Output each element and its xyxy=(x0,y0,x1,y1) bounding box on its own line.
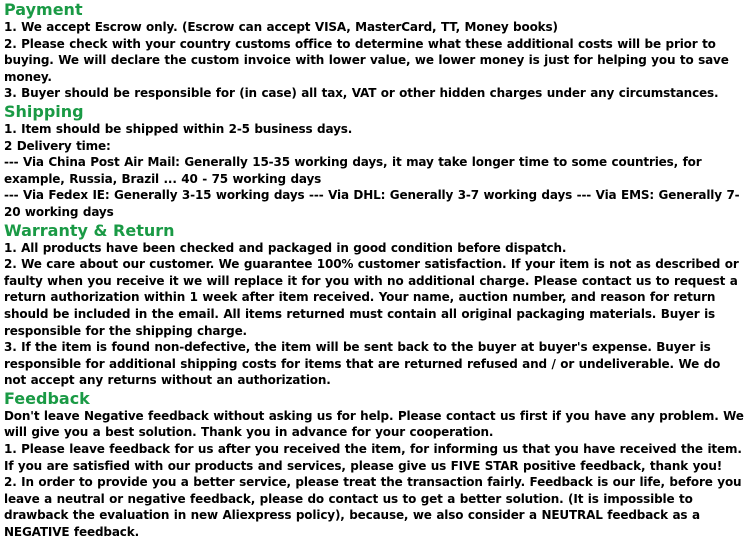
feedback-line-1: Don't leave Negative feedback without asking us for help. Please contact us first if you have any problem. We will give you a best solution. Thank you in advance for your cooperation. xyxy=(4,408,744,440)
feedback-section xyxy=(4,389,744,541)
shipping-line-3: --- Via China Post Air Mail: Generally 15-35 working days, it may take longer time to some countries, for example, Russia, Brazil ... 40 - 75 working days xyxy=(4,155,702,186)
feedback-line-3: 2. In order to provide you a better service, please treat the transaction fairly. Feedback is our life, before you leave a neutral or negative feedback, please do contact us to get a better solution. (It is impossible to drawback the evaluation in new Aliexpress policy), because, we also consider a NEUTRAL feedback as a NEGATIVE feedback. xyxy=(4,475,742,540)
warranty-line-1: 1. All products have been checked and packaged in good condition before dispatch. xyxy=(4,240,567,255)
payment-line-3: 3. Buyer should be responsible for (in case) all tax, VAT or other hidden charges under any circumstances. xyxy=(4,86,719,101)
shipping-line-2: 2 Delivery time: xyxy=(4,138,111,153)
warranty-return-section xyxy=(4,221,744,389)
section-title-feedback: Feedback xyxy=(4,388,90,408)
payment-line-2: 2. Please check with your country customs office to determine what these additional costs will be prior to buying. We will declare the custom invoice with lower value, we lower money is just for helping you to save money. xyxy=(4,36,729,84)
warranty-line-2: 2. We care about our customer. We guarantee 100% customer satisfaction. If your item is not as described or faulty when you receive it we will replace it for you with no additional charge. Please contact us to request a return authorization within 1 week after item received. Your name, auction number, and reason for return should be included in the email. All items returned must contain all original packaging materials. Buyer is responsible for the shipping charge. xyxy=(4,257,739,338)
payment-section xyxy=(4,0,744,102)
feedback-line-2: 1. Please leave feedback for us after you received the item, for informing us that you have received the item. If you are satisfied with our products and services, please give us FIVE STAR positive feedback, thank you! xyxy=(4,442,742,473)
shipping-line-1: 1. Item should be shipped within 2-5 business days. xyxy=(4,121,353,136)
section-title-warranty-return: Warranty & Return xyxy=(4,220,175,240)
payment-line-1: 1. We accept Escrow only. (Escrow can accept VISA, MasterCard, TT, Money books) xyxy=(4,20,558,34)
shipping-line-4: --- Via Fedex IE: Generally 3-15 working days --- Via DHL: Generally 3-7 working days --- Via EMS: Generally 7-20 working days xyxy=(4,188,740,219)
shipping-section xyxy=(4,102,744,221)
section-title-payment: Payment xyxy=(4,0,83,19)
section-title-shipping: Shipping xyxy=(4,101,84,121)
warranty-line-3: 3. If the item is found non-defective, the item will be sent back to the buyer at buyer's expense. Buyer is responsible for additional shipping costs for items that are returned refused and / or undeliverable. We do not accept any returns without an authorization. xyxy=(4,340,721,388)
